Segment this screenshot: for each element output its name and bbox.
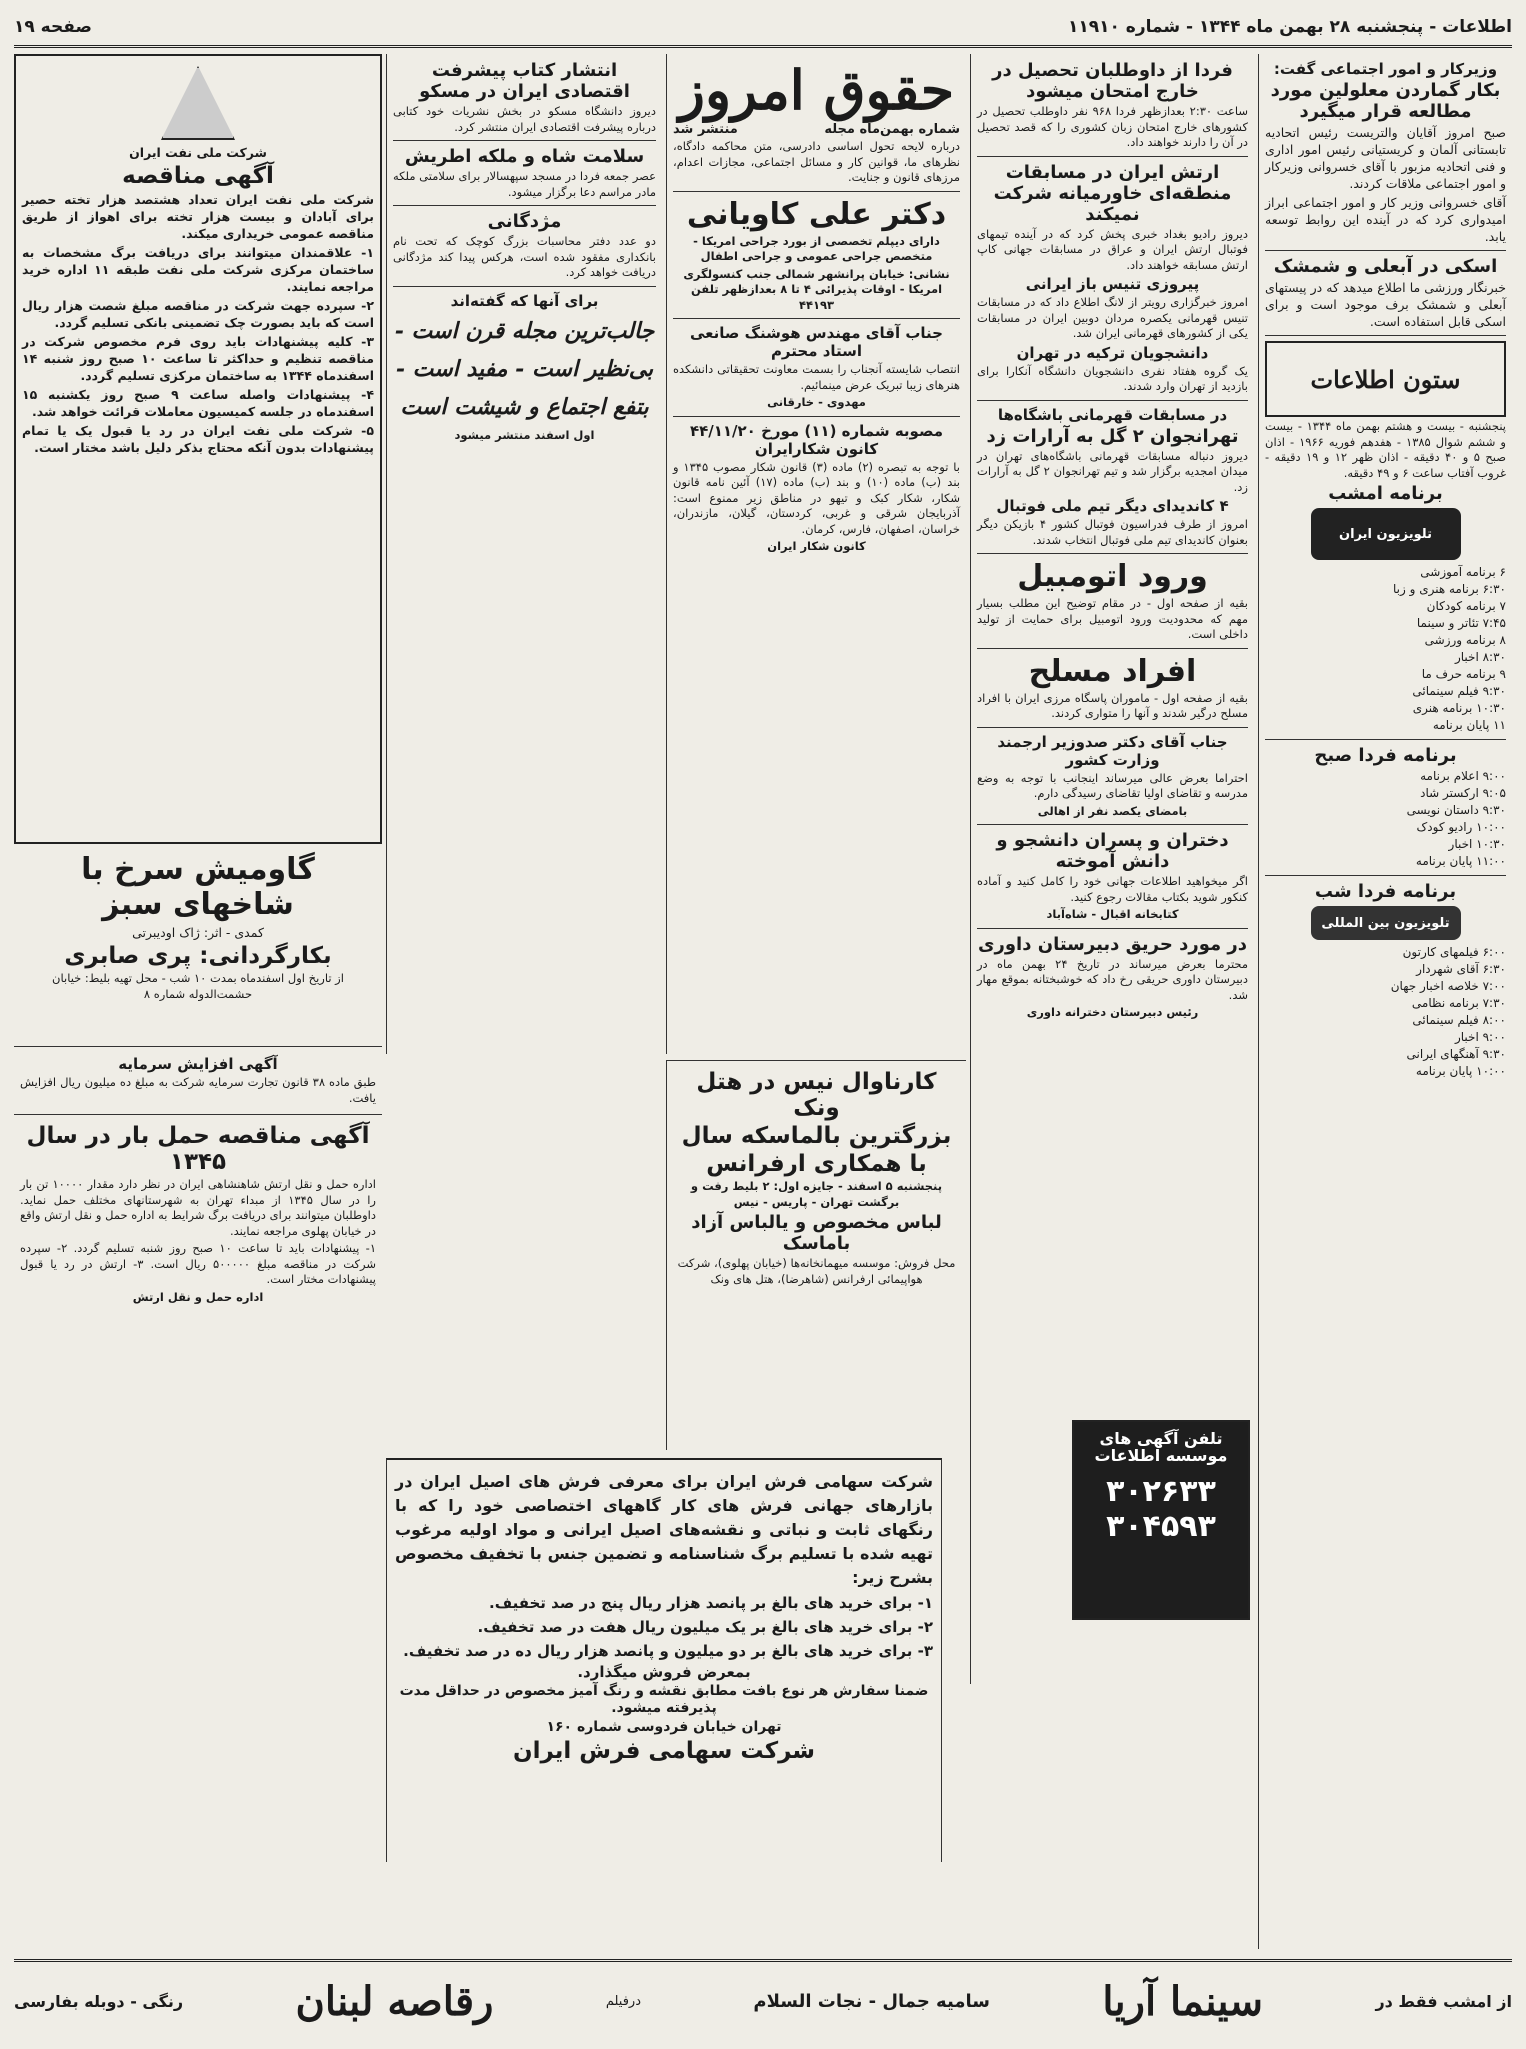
magazine-title: حقوق امروز xyxy=(678,58,955,122)
article-text: دارای دیپلم تخصصی از بورد جراحی امریکا - متخصص جراحی عمومی و جراحی اطفال xyxy=(693,233,940,263)
ad-headline: بزرگترین بالماسکه سال xyxy=(681,1123,952,1149)
cinema-banner xyxy=(14,1959,1512,2041)
program-item: ۶:۰۰ فیلمهای کارتون xyxy=(1402,945,1506,959)
article-text: عصر جمعه فردا در مسجد سپهسالار برای سلامتی ملکه مادر مراسم دعا برگزار میشود. xyxy=(393,169,656,199)
play-title: گاومیش سرخ با شاخهای سبز xyxy=(81,852,315,922)
column-3b xyxy=(386,54,662,1054)
ad-item: ۱- برای خرید های بالغ بر پانصد هزار ریال پنج در صد تخفیف. xyxy=(489,1594,933,1612)
ad-text: پنجشنبه ۵ اسفند - جایزه اول: ۲ بلیط رفت و برگشت تهران - پاریس - نیس xyxy=(690,1179,943,1209)
program-item: ۸:۳۰ اخبار xyxy=(1454,650,1506,664)
headline: افراد مسلح xyxy=(1028,653,1197,689)
section-title: برنامه فردا شب xyxy=(1314,881,1457,902)
program-item: ۹:۳۰ آهنگهای ایرانی xyxy=(1406,1047,1506,1061)
headline: دختران و پسران دانشجو و دانش آموخته xyxy=(996,830,1229,872)
article-text: درباره لایحه تحول اساسی دادرسی، متن محاکمه دادگاه، نظرهای ما، قوانین کار و مسائل اجتماعی، مجازات اعدام، مرزهای قانون و جنایت. xyxy=(673,139,960,184)
cinema-name: سینما آریا xyxy=(1102,1978,1264,2025)
ad-text: ۳- کلیه پیشنهادات باید روی فرم مخصوص شرکت در مناقصه تنظیم و حداکثر تا ساعت ۱۰ صبح روز شنبه ۱۴ اسفندماه ۱۳۴۴ به ساختمان مرکزی تسلیم گردد. xyxy=(22,334,374,383)
ad-text: شرکت سهامی فرش ایران برای معرفی فرش های اصیل ایران در بازارهای جهانی فرش های کار گاههای اختصاصی خود را که با رنگهای ثابت و نباتی و نقشه‌های اصیل ایرانی و مواد اولیه مرغوب تهیه شده با تسلیم برگ شناسنامه و تضمین جنس با تخفیف مخصوص بشرح زیر: xyxy=(395,1472,933,1587)
program-item: ۸ برنامه ورزشی xyxy=(1424,633,1506,647)
headline: برای آنها که گفته‌اند xyxy=(450,291,599,310)
doctor-name: دکتر علی کاویانی xyxy=(686,196,947,232)
capital-ad xyxy=(14,1047,382,1115)
phone-number: ۳۰۲۶۳۳ xyxy=(1106,1474,1216,1509)
program-item: ۹:۳۰ داستان نویسی xyxy=(1406,803,1506,817)
ad-text: تهران خیابان فردوسی شماره ۱۶۰ xyxy=(546,1719,782,1735)
program-item: ۷:۰۰ خلاصه اخبار جهان xyxy=(1390,979,1506,993)
tv-program-list xyxy=(1265,564,1506,734)
signature: اول اسفند منتشر میشود xyxy=(454,427,595,442)
section-title: برنامه فردا صبح xyxy=(1314,745,1457,766)
tv-program-list-2 xyxy=(1265,944,1506,1080)
headline: فردا از داوطلبان تحصیل در خارج امتحان میشود xyxy=(992,60,1233,102)
headline-kicker: وزیرکار و امور اجتماعی گفت: xyxy=(1273,60,1498,78)
program-item: ۱۱ پایان برنامه xyxy=(1432,718,1506,732)
program-item: ۶ برنامه آموزشی xyxy=(1420,565,1506,579)
ad-text: ۴- پیشنهادات واصله ساعت ۹ صبح روز یکشنبه ۱۵ اسفندماه در جلسه کمیسیون معاملات قرائت خواهد شد. xyxy=(22,387,374,419)
issue-line: شماره بهمن‌ماه مجله منتشر شد xyxy=(673,122,960,137)
film-title: رقاصه لبنان xyxy=(295,1978,494,2025)
carnival-ad xyxy=(666,1060,966,1450)
ad-headline: لباس مخصوص و یالباس آزاد باماسک xyxy=(691,1212,942,1254)
phone-ad: تلفن آگهی های موسسه اطلاعات ۳۰۲۶۳۳ ۳۰۴۵۹۳ xyxy=(1072,1420,1250,1620)
program-item: ۷:۳۰ برنامه نظامی xyxy=(1411,996,1506,1010)
column-4 xyxy=(14,54,382,1684)
headline: تهرانجوان ۲ گل به آرارات زد xyxy=(986,425,1239,447)
theater-ad xyxy=(14,844,382,1047)
ad-signature: شرکت سهامی فرش ایران xyxy=(512,1738,816,1764)
article-text: اگر میخواهید اطلاعات جهانی خود را کامل کنید و آماده کنکور شوید بکتاب مقالات رجوع کنید. xyxy=(977,874,1248,904)
program-item: ۱۰:۳۰ برنامه هنری xyxy=(1412,701,1506,715)
column-1 xyxy=(1258,54,1512,1949)
program-item: ۸:۰۰ فیلم سینمائی xyxy=(1412,1013,1506,1027)
ad-text: از تاریخ اول اسفندماه بمدت ۱۰ شب - محل تهیه بلیط: خیابان حشمت‌الدوله شماره ۸ xyxy=(52,971,344,1001)
headline: مصوبه شماره (۱۱) مورخ ۴۴/۱۱/۲۰ کانون شکارایران xyxy=(689,421,944,458)
article-text: بقیه از صفحه اول - در مقام توضیح این مطلب بسیار مهم که محدودیت ورود اتومبیل برای حمایت از تولید داخلی است. xyxy=(977,596,1248,641)
radio-program-list xyxy=(1265,768,1506,870)
article-text: امروز خبرگزاری رویتر از لانگ اطلاع داد که در مسابقات تنیس قهرمانی یکصره مردان دوبین ایران در مسابقات یکی از کشورهای قهرمانی ایران شد. xyxy=(977,295,1248,340)
ad-item: ۲- برای خرید های بالغ بر یک میلیون ریال هفت در صد تخفیف. xyxy=(477,1618,933,1636)
article-text: صبح امروز آقایان والتریست رئیس اتحادیه تابستانی آلمان و کریستیانی رئیس امور اداری و فنی اتحادیه مزبور با آقای خسروانی وزیرکار و امور اجتماعی ملاقات کردند. xyxy=(1265,125,1506,191)
article-text: دیروز رادیو بغداد خبری پخش کرد که در آینده تیمهای فوتبال ارتش ایران و عراق در مسابقات جهانی کاپ ارتش مسابقه خواهند داد. xyxy=(977,226,1248,272)
ad-text: اداره حمل و نقل ارتش شاهنشاهی ایران در نظر دارد مقدار ۱۰۰۰۰ تن بار را در سال ۱۳۴۵ از مبداء تهران به شهرستانهای مختلف حمل نماید. داوطلبان میتوانند برای دریافت برگ شرایط به اداره حمل و نقل ارتش واقع در خیابان پهلوی مراجعه نمایند. xyxy=(20,1177,376,1238)
program-item: ۹:۰۵ ارکستر شاد xyxy=(1420,786,1506,800)
program-item: ۷:۴۵ تئاتر و سینما xyxy=(1416,616,1506,630)
article-text: دو عدد دفتر محاسبات بزرگ کوچک که تحت نام بانکداری مفقود شده است، هرکس پیدا کند مژدگانی دریافت خواهد کرد. xyxy=(393,234,656,279)
page-header xyxy=(14,8,1512,48)
headline: در مورد حریق دبیرستان داوری xyxy=(977,933,1247,955)
headline: ۴ کاندیدای دیگر تیم ملی فوتبال xyxy=(996,497,1229,515)
calligraphy-text: جالب‌ترین مجله قرن است - بی‌نظیر است - مفید است - بتفع اجتماع و شیشت است xyxy=(394,317,655,420)
headline: مژدگانی xyxy=(487,211,562,232)
column-3 xyxy=(666,54,966,1054)
tv-logo-2: تلویزیون بین المللی xyxy=(1311,906,1461,940)
article-text: محترما بعرض میرساند در تاریخ ۲۴ بهمن ماه در دبیرستان داوری حریقی رخ داد که خوشبختانه بموقع مهار شد. xyxy=(977,956,1248,1002)
ad-headline: با همکاری ارفرانس xyxy=(706,1151,927,1177)
carpet-ad xyxy=(386,1458,942,1862)
article-text: دیروز دنباله مسابقات قهرمانی باشگاه‌های تهران در میدان امجدیه برگزار شد و تیم تهرانجوان ۲ گل به آرارات زد. xyxy=(977,448,1248,494)
program-item: ۱۰:۳۰ اخبار xyxy=(1448,837,1506,851)
program-item: ۷ برنامه کودکان xyxy=(1426,599,1506,613)
director: بکارگردانی: پری صابری xyxy=(64,943,332,969)
ad-text: ۱- پیشنهادات باید تا ساعت ۱۰ صبح روز شنبه تسلیم گردد. ۲- سپرده شرکت در مناقصه مبلغ ۵۰۰۰۰۰ ریال است. ۳- ارتش در رد یا قبول پیشنهادات مختار است. xyxy=(20,1241,377,1286)
column-banner: ستون اطلاعات xyxy=(1265,341,1506,417)
article-text: دیروز دانشگاه مسکو در بخش نشریات خود کتابی درباره پیشرفت اقتصادی ایران منتشر کرد. xyxy=(393,104,656,134)
headline-kicker: در مسابقات قهرمانی باشگاه‌ها xyxy=(997,405,1228,424)
program-item: ۹:۰۰ اخبار xyxy=(1454,1030,1506,1044)
calendar-text: پنجشنبه - بیست و هشتم بهمن ماه ۱۳۴۴ - بیست و ششم شوال ۱۳۸۵ - هفدهم فوریه ۱۹۶۶ - اذان صبح ۵ و ۴۰ دقیقه - اذان ظهر ۱۲ و ۱۹ دقیقه - غروب آفتاب ساعت ۶ و ۴۹ دقیقه. xyxy=(1265,419,1506,480)
program-item: ۱۱:۰۰ پایان برنامه xyxy=(1415,854,1506,868)
ad-headline: آگهی مناقصه xyxy=(122,163,274,189)
program-item: ۶:۳۰ آقای شهردار xyxy=(1416,962,1506,976)
headline: جناب آقای مهندس هوشنگ صانعی استاد محترم xyxy=(690,324,943,360)
ad-text: بمعرض فروش میگذارد. xyxy=(577,1663,751,1681)
program-item: ۹:۰۰ اعلام برنامه xyxy=(1420,769,1506,783)
company-name: شرکت ملی نفت ایران xyxy=(129,145,267,160)
article-text: احتراما بعرض عالی میرساند اینجانب با توجه به وضع مدرسه و تقاضای اولیا تقاضای رسیدگی دارم. xyxy=(977,770,1248,800)
ad-item: ۳- برای خرید های بالغ بر دو میلیون و پانصد هزار ریال ده در صد تخفیف. xyxy=(403,1642,933,1660)
headline: سلامت شاه و ملکه اطریش xyxy=(404,146,645,167)
signature: کتابخانه اقبال - شاه‌آباد xyxy=(1046,907,1179,921)
headline: دانشجویان ترکیه در تهران xyxy=(1016,343,1209,362)
tender-ad xyxy=(14,54,382,844)
program-item: ۹:۳۰ فیلم سینمائی xyxy=(1412,684,1506,698)
article-text: نشانی: خیابان پرانشهر شمالی جنب کنسولگری امریکا - اوقات پذیرائی ۴ تا ۸ بعدازظهر تلفن ۴۴۱۹۳ xyxy=(683,266,950,312)
signature: بامضای یکصد نفر از اهالی xyxy=(1037,803,1188,818)
article-text: خبرنگار ورزشی ما اطلاع میدهد که در پیستهای آبعلی و شمشک برف موجود است و برای اسکی قابل استفاده است. xyxy=(1265,280,1506,329)
ad-text: ضمنا سفارش هر نوع بافت مطابق نقشه و رنگ آمیز مخصوص در حداقل مدت پذیرفته میشود. xyxy=(399,1683,929,1716)
ad-headline: آگهی مناقصه حمل بار در سال ۱۳۴۵ xyxy=(26,1123,370,1175)
headline: انتشار کتاب پیشرفت اقتصادی ایران در مسکو xyxy=(419,60,630,102)
article-text: با توجه به تبصره (۲) ماده (۳) قانون شکار مصوب ۱۳۴۵ و بند (ب) ماده (۱۰) و بند (ب) ماده (۱۷) آئین نامه قانون شکار، شکار کبک و تیهو در مناطق زیر ممنوع است: آذربایجان شرقی و غربی، کردستان، گیلان، مازندران، خراسان، اصفهان، فارس، کرمان. xyxy=(673,459,961,536)
ad-headline: کارناوال نیس در هتل ونک xyxy=(696,1069,937,1121)
ad-headline: آگهی افزایش سرمایه xyxy=(118,1055,278,1073)
article-text: امروز از طرف فدراسیون فوتبال کشور ۴ بازیکن دیگر بعنوان کاندیدای تیم ملی فوتبال انتخاب شدند. xyxy=(977,517,1248,547)
headline: پیروزی تنیس باز ایرانی xyxy=(1025,275,1200,293)
freight-tender-ad xyxy=(14,1115,382,1313)
article-text: آقای خسروانی وزیر کار و امور اجتماعی ابراز امیدواری کرد که در آینده این روابط توسعه یابد. xyxy=(1265,195,1506,244)
ad-text: ۲- سپرده جهت شرکت در مناقصه مبلغ شصت هزار ریال است که باید بصورت چک تضمینی بانکی تسلیم گردد. xyxy=(22,298,374,330)
article-text: ساعت ۲:۳۰ بعدازظهر فردا ۹۶۸ نفر داوطلب تحصیل در کشورهای خارج امتحان زبان کشوری را که قصد تحصیل در آن را دارند خواهند داد. xyxy=(977,104,1249,149)
signature: کانون شکار ایران xyxy=(767,539,866,553)
article-text: بقیه از صفحه اول - ماموران پاسگاه مرزی ایران با افراد مسلح درگیر شدند و آنها را متواری کردند. xyxy=(977,690,1248,720)
headline: ورود اتومبیل xyxy=(1017,559,1208,594)
article-text: یک گروه هفتاد نفری دانشجویان دانشگاه آنکارا برای بازدید از تهران وارد شدند. xyxy=(977,363,1248,393)
headline: ارتش ایران در مسابقات منطقه‌ای خاورمیانه شرکت نمیکند xyxy=(993,161,1232,225)
signature: اداره حمل و نقل ارتش xyxy=(132,1289,264,1304)
film-word: درفیلم xyxy=(605,1994,641,2009)
signature: مهدوی - خارقانی xyxy=(767,395,866,409)
signature: رئیس دبیرستان دخترانه داوری xyxy=(1026,1005,1199,1019)
footer-intro: از امشب فقط در xyxy=(1375,1992,1512,2011)
program-item: ۱۰:۰۰ پایان برنامه xyxy=(1415,1064,1506,1078)
headline: بکار گماردن معلولین مورد مطالعه قرار میگیرد xyxy=(1270,80,1501,122)
phone-number: ۳۰۴۵۹۳ xyxy=(1106,1509,1216,1544)
ad-text: ۱- علاقمندان میتوانند برای دریافت برگ مشخصات به ساختمان مرکزی شرکت ملی نفت طبقه ۱۱ اداره خرید مراجعه نمایند. xyxy=(22,245,374,294)
film-note: رنگی - دوبله بفارسی xyxy=(14,1992,184,2011)
issue-info: اطلاعات - پنجشنبه ۲۸ بهمن ماه ۱۳۴۴ - شماره ۱۱۹۱۰ xyxy=(1067,16,1512,37)
ad-text: طبق ماده ۳۸ قانون تجارت سرمایه شرکت به مبلغ ده میلیون ریال افزایش یافت. xyxy=(20,1075,377,1105)
cast: سامیه جمال - نجات السلام xyxy=(753,1991,990,2012)
ad-text: محل فروش: موسسه میهمانخانه‌ها (خیابان پهلوی)، شرکت هواپیمائی ارفرانس (شاهرضا)، هتل های ونک xyxy=(677,1256,956,1286)
article-text: انتصاب شایسته آنجناب را بسمت معاونت تحقیقاتی دانشکده هنرهای زیبا تبریک عرض مینمائیم. xyxy=(673,362,960,392)
ad-text: شرکت ملی نفت ایران تعداد هشتصد هزار تخته حصیر برای آبادان و بیست هزار تخته برای اهواز از طریق مناقصه عمومی خریداری میکند. xyxy=(22,192,374,241)
program-item: ۶:۳۰ برنامه هنری و زبا xyxy=(1392,582,1506,596)
section-title: برنامه امشب xyxy=(1328,483,1443,504)
ad-text: ۵- شرکت ملی نفت ایران در رد یا قبول یک یا تمام پیشنهادات بدون آنکه محتاج بذکر دلیل باشد مختار است. xyxy=(22,423,374,455)
ad-text: کمدی - اثر: ژاک اودیبرتی xyxy=(132,925,264,940)
program-item: ۹ برنامه حرف ما xyxy=(1421,667,1506,681)
oil-company-logo xyxy=(161,66,235,140)
tv-logo: تلویزیون ایران xyxy=(1311,508,1461,560)
headline: اسکی در آبعلی و شمشک xyxy=(1273,256,1498,277)
program-item: ۱۰:۰۰ رادیو کودک xyxy=(1416,820,1506,834)
page-number: صفحه ۱۹ xyxy=(14,16,92,37)
headline: جناب آقای دکتر صدوزیر ارجمند وزارت کشور xyxy=(997,732,1228,769)
